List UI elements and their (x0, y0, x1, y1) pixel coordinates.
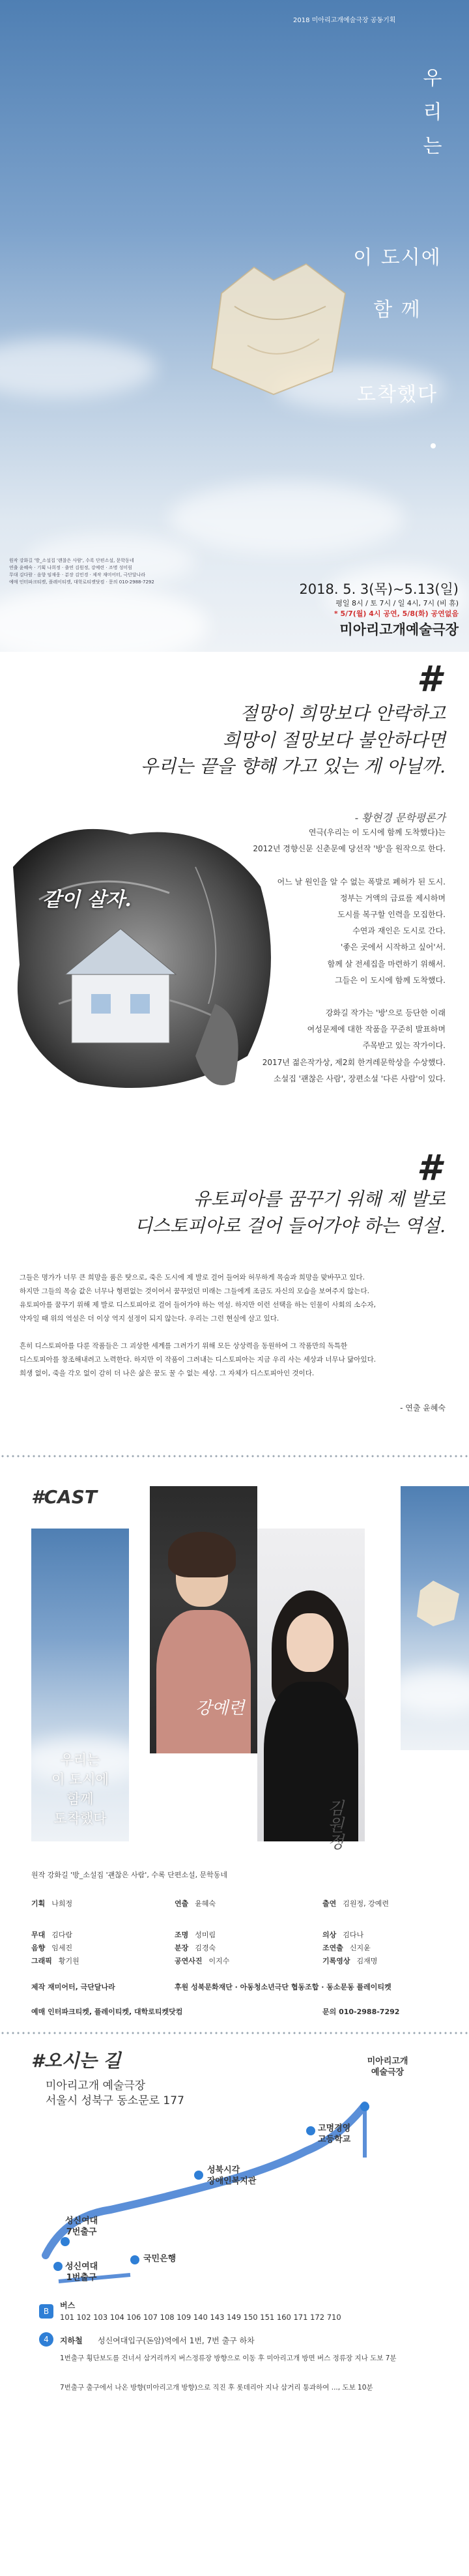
hero-title-part-3: 함 께 (373, 299, 421, 321)
hero-title-part-1: 우 리 는 (423, 67, 444, 158)
cast-heading: #CAST (31, 1486, 97, 1508)
hero-small-credits: 원작 강화길 '방_소설집 '괜찮은 사람', 수록 단편소설, 문학동네 연출 윤혜숙 · 기획 나희정 · 출연 김원정, 강예련 · 조명 성미림 무대 김다람 · 음향 임재웅 · 분장 김민경 · 제작 재미어터, 극단달나라 예매 인터파크티켓, 플레이티켓, 대학로티켓닷컴 · 문의 010-2988-7292 (9, 558, 154, 585)
bus-numbers: 101 102 103 104 106 107 108 109 140 143 149 150 151 160 171 172 710 (60, 2313, 341, 2322)
credits-support: 후원 성북문화재단 · 아동청소년극단 협동조합 · 동소문동 플레이티켓 (175, 1983, 391, 1991)
quote-hash: # (417, 658, 442, 699)
quote-attribution: - 황현경 문학평론가 (354, 812, 446, 824)
cast-poster-right (401, 1486, 469, 1750)
plastic-bag-image (195, 254, 365, 404)
credit-cell: 분장 김경숙 (175, 1944, 216, 1952)
map-dot-venue (360, 2102, 369, 2111)
quote-inset-text: 같이 살자. (42, 888, 132, 911)
credits-reserve: 예매 인터파크티켓, 플레이티켓, 대학로티켓닷컴 (31, 2008, 183, 2016)
directions-heading: #오시는 길 (31, 2050, 121, 2071)
direction-body: 그들은 명가가 너무 큰 희망을 품은 탓으로, 죽은 도시에 제 발로 걸어 들어와 허무하게 목숨과 희망을 맞바꾸고 있다. 하지만 그들의 목숨 값은 너무나 형편없는 것이어서 꿈꾸었던 미래는 그들에게 조금도 자신의 모습을 보여주지 않는다. 유토피아를 꿈꾸기 위해 제 발로 디스토피아로 걸어 들어가야 하는 역설. 하지만 이런 선택을 하는 인물이 사회의 소수자, 약자일 때 위의 역설은 더 이상 역지 설정이 되지 않는다. 우리는 그런 현실에 살고 있다. 흔히 디스토피아를 다룬 작품들은 그 괴상한 세계를 그려가기 위해 모든 상상력을 동원하여 그 작품만의 독특한 디스토피아를 창조해내려고 노력한다. 하지만 이 작품이 그려내는 디스토피아는 지금 우리 사는 세상과 너무나 닮아있다. 희생 없이, 죽을 각오 없이 감히 더 나은 삶은 꿈도 꿀 수 없는 세상. 그 자체가 디스토피아인 것이다. (20, 1274, 377, 1377)
map-dot-school (306, 2126, 315, 2135)
credit-cell: 의상 김다나 (322, 1931, 364, 1939)
exit1-directions: 1번출구 횡단보도를 건너서 삼거리까지 버스정류장 방향으로 이동 후 미아리고개 방면 버스 정류장 지나 도보 7분 (60, 2354, 397, 2362)
credit-cell: 조명 성미림 (175, 1931, 216, 1939)
actor-name-1: 강예련 (195, 1699, 245, 1718)
quote-body: 연극(우리는 이 도시에 함께 도착했다)는 2012년 경향신문 신춘문예 당선작 '방'을 원작으로 한다. 어느 날 원인을 알 수 없는 폭발로 폐허가 된 도시. 정부는 거액의 급료를 제시하며 도시를 복구할 인력을 모집한다. 수연과 재인은 도시로 간다. '좋은 곳에서 시작하고 싶어'서. 함께 살 전세집을 마련하기 위해서. 그들은 이 도시에 함께 도착했다. 강화길 작가는 '방'으로 등단한 이래 여성문제에 대한 작품을 꾸준히 발표하며 주목받고 있는 작가이다. 2017년 젊은작가상, 제2회 한겨레문학상을 수상했다. 소설집 '괜찮은 사람', 장편소설 '다른 사람'이 있다. (253, 828, 446, 1083)
directions-venue-name: 미아리고개 예술극장 (46, 2079, 146, 2092)
credit-cell: 출연 김원정, 강예련 (322, 1899, 390, 1908)
map-label-school: 고명경영 고등학교 (318, 2124, 351, 2144)
map-label-venue: 미아리고개 예술극장 (367, 2056, 408, 2077)
map-dot-bank (130, 2255, 139, 2264)
hero-special-note: * 5/7(월) 4시 공연, 5/8(화) 공연없음 (334, 609, 459, 618)
poster-title: 우리는 이 도시에 함께 도착했다 (51, 1752, 109, 1826)
credit-cell: 음향 임세진 (31, 1944, 73, 1952)
cast-poster-left (31, 1529, 129, 1841)
map-label-bank: 국민은행 (143, 2254, 177, 2264)
hero-title-part-4: 도착했다 (357, 383, 438, 406)
map-label-welfare: 성북시각 장애인복지관 (207, 2165, 257, 2186)
hero-venue: 미아리고개예술극장 (339, 622, 459, 637)
subway-info: 성신여대입구(돈암)역에서 1번, 7번 출구 하차 (98, 2336, 255, 2345)
exit7-directions: 7번출구 출구에서 나온 방향(미아리고개 방향)으로 직진 후 롯데리아 지나 삼거리 통과하여 ..., 도보 10분 (60, 2384, 373, 2392)
credit-cell: 연출 윤혜숙 (175, 1899, 216, 1908)
credit-cell: 조연출 신지윤 (322, 1944, 371, 1952)
bus-icon: B (39, 2304, 53, 2319)
bus-label: 버스 (60, 2301, 76, 2310)
direction-signature: - 연출 윤혜숙 (400, 1403, 446, 1412)
hero-section (0, 0, 469, 652)
subway-label: 지하철 (60, 2336, 83, 2345)
directions-address: 서울시 성북구 동소문로 177 (46, 2094, 184, 2107)
map-label-exit1: 성신여대 1번출구 (65, 2262, 98, 2283)
credit-cell: 기획 나희정 (31, 1899, 73, 1908)
map-dot-welfare (194, 2171, 203, 2180)
hero-dot (431, 443, 436, 448)
divider-dots-2 (0, 2030, 469, 2038)
direction-heading: 유토피아를 꿈꾸기 위해 제 발로 디스토피아로 걸어 들어가야 하는 역설. (134, 1188, 446, 1237)
credit-cell: 그래픽 황기원 (31, 1957, 79, 1965)
credit-cell: 무대 김다람 (31, 1931, 73, 1939)
plastic-bag-small (414, 1577, 466, 1630)
map-dot-exit1 (53, 2262, 63, 2271)
credits-header: 원작 강화길 '방_소설집 '괜찮은 사람', 수록 단편소설, 문학동네 (31, 1871, 228, 1879)
hero-title-part-2: 이 도시에 (353, 246, 442, 269)
quote-heading: 절망이 희망보다 안락하고 희망이 절망보다 불안하다면 우리는 끝을 향해 가고 있는 게 아닐까. (140, 703, 446, 778)
crumpled-plastic-image (0, 808, 287, 1108)
direction-hash: # (417, 1147, 442, 1188)
divider-dots-1 (0, 1454, 469, 1461)
actor-photo-2 (257, 1529, 365, 1841)
hero-dates: 2018. 5. 3(목)~5.13(일) (299, 581, 459, 597)
credits-production: 제작 재미어터, 극단달나라 (31, 1983, 115, 1991)
subway-icon: 4 (39, 2332, 53, 2347)
hero-times: 평일 8시 / 토 7시 / 일 4시, 7시 (비 휴) (335, 599, 459, 607)
hero-top-caption: 2018 미아리고개예술극장 공동기획 (293, 17, 396, 24)
actor-name-2: 김원정 (324, 1799, 344, 1850)
credits-inquiry: 문의 010-2988-7292 (322, 2008, 400, 2016)
map-label-exit7: 성신여대 7번출구 (65, 2216, 98, 2237)
credit-cell: 공연사진 이지수 (175, 1957, 230, 1965)
map-dot-exit7 (61, 2237, 70, 2246)
credit-cell: 기록영상 김재명 (322, 1957, 378, 1965)
